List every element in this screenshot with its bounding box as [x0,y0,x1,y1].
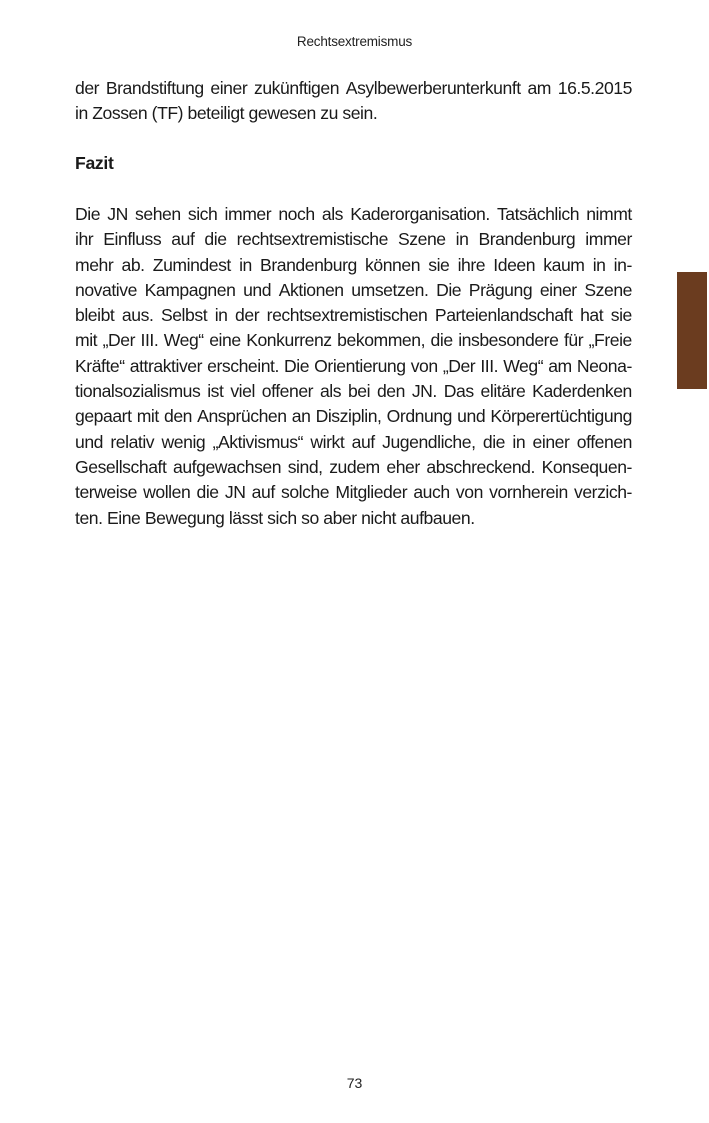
intro-text [75,76,632,127]
intro-paragraph [75,76,632,127]
text-line: Kräfte“ attraktiver erscheint. Die Orientierung von „Der III. Weg“ am Neona- [75,355,632,376]
running-header: Rechtsextremismus [296,34,413,49]
section-body [75,202,632,531]
text-line: mehr ab. Zumindest in Brandenburg können sie ihre Ideen kaum in in- [75,254,632,275]
text-line: ten. Eine Bewegung lässt sich so aber nicht aufbauen. [75,507,475,528]
text-line: und relativ wenig „Aktivismus“ wirkt auf Jugendliche, die in einer offenen [75,431,632,452]
text-line: Gesellschaft aufgewachsen sind, zudem eher abschreckend. Konsequen- [75,456,632,477]
text-line: terweise wollen die JN auf solche Mitglieder auch von vornherein verzich- [75,482,632,503]
text-line: gepaart mit den Ansprüchen an Disziplin, Ordnung und Körperertüchtigung [75,406,632,427]
text-line: bleibt aus. Selbst in der rechtsextremistischen Parteienlandschaft hat sie [75,305,632,326]
text-line: novative Kampagnen und Aktionen umsetzen. Die Prägung einer Szene [75,279,632,300]
text-line: tionalsozialismus ist viel offener als bei den JN. Das elitäre Kaderdenken [75,381,632,402]
text-line: der Brandstiftung einer zukünftigen Asylbewerberunterkunft am 16.5.2015 [75,78,632,98]
text-line: Die JN sehen sich immer noch als Kaderorganisation. Tatsächlich nimmt [75,204,632,224]
text-line: in Zossen (TF) beteiligt gewesen zu sein. [75,103,378,124]
chapter-tab-marker [677,272,707,389]
section-heading: Fazit [75,153,114,173]
page-number: 73 [346,1075,363,1091]
text-line: mit „Der III. Weg“ eine Konkurrenz bekommen, die insbesondere für „Freie [75,330,632,351]
section-text [75,202,632,531]
text-line: ihr Einfluss auf die rechtsextremistische Szene in Brandenburg immer [75,229,632,250]
